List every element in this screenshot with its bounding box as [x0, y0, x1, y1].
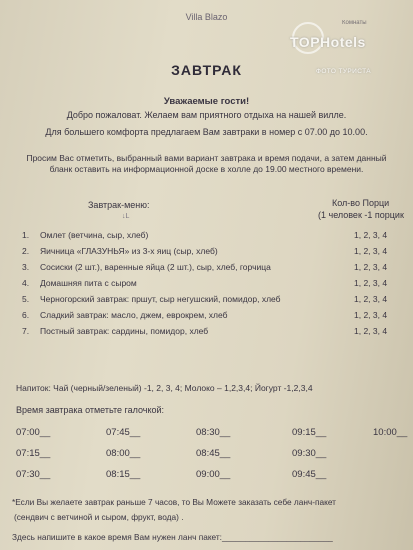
menu-item-quantity[interactable]: 1, 2, 3, 4: [354, 230, 388, 240]
menu-item-text: Домашняя пита с сыром: [40, 278, 137, 288]
menu-item-text: Черногорский завтрак: пршут, сыр негушский, помидор, хлеб: [40, 294, 281, 304]
menu-item-number: 4.: [22, 278, 30, 288]
menu-item-quantity[interactable]: 1, 2, 3, 4: [354, 262, 388, 272]
menu-item-number: 7.: [22, 326, 30, 336]
lunch-note-line-1: *Если Вы желаете завтрак раньше 7 часов, то Вы Можете заказать себе ланч-пакет: [12, 497, 336, 507]
stray-mark: ↓L: [122, 213, 130, 220]
menu-item-text: Яичница «ГЛАЗУНЬЯ» из 3-х яиц (сыр, хлеб): [40, 246, 218, 256]
time-slot[interactable]: 08:15__: [106, 469, 141, 480]
menu-item[interactable]: [22, 246, 218, 256]
time-slot[interactable]: 08:45__: [196, 448, 231, 459]
time-slot[interactable]: 10:00__: [373, 427, 408, 438]
time-prompt: Время завтрака отметьте галочкой:: [16, 405, 165, 415]
tophotels-watermark: [286, 18, 410, 84]
menu-item-number: 1.: [22, 230, 30, 240]
menu-item-quantity[interactable]: 1, 2, 3, 4: [354, 310, 388, 320]
time-slot[interactable]: 07:45__: [106, 427, 141, 438]
lunch-time-field[interactable]: Здесь напишите в какое время Вам нужен ланч пакет:________________________: [12, 532, 333, 542]
menu-item-quantity[interactable]: 1, 2, 3, 4: [354, 294, 388, 304]
time-slot[interactable]: 09:00__: [196, 469, 231, 480]
watermark-fragment: Комнаты: [342, 20, 367, 26]
watermark-tagline: ФОТО ТУРИСТА: [316, 68, 372, 75]
menu-item-quantity[interactable]: 1, 2, 3, 4: [354, 246, 388, 256]
menu-item-number: 5.: [22, 294, 30, 304]
menu-item-number: 6.: [22, 310, 30, 320]
menu-item[interactable]: [22, 230, 148, 240]
time-slot[interactable]: 09:15__: [292, 427, 327, 438]
drinks-options[interactable]: Напиток: Чай (черный/зеленый) -1, 2, 3, 4; Молоко – 1,2,3,4; Йогурт -1,2,3,4: [16, 383, 313, 393]
hotel-name: Villa Blazo: [185, 12, 228, 22]
quantity-header-line-1: Кол-во Порци: [332, 198, 390, 208]
menu-item-text: Сладкий завтрак: масло, джем, еврокрем, хлеб: [40, 310, 228, 320]
time-slot[interactable]: 09:45__: [292, 469, 327, 480]
welcome-text: Добро пожаловат. Желаем вам приятного отдыха на нашей вилле.: [66, 110, 347, 120]
quantity-header-line-2: (1 человек -1 порцик: [318, 210, 404, 220]
service-hours-text: Для большего комфорта предлагаем Вам завтраки в номер с 07.00 до 10.00.: [45, 127, 368, 137]
menu-item-quantity[interactable]: 1, 2, 3, 4: [354, 278, 388, 288]
menu-item[interactable]: [22, 294, 281, 304]
time-slot[interactable]: 08:30__: [196, 427, 231, 438]
form-title: ЗАВТРАК: [171, 62, 242, 78]
greeting: Уважаемые гости!: [163, 96, 250, 107]
menu-item-text: Постный завтрак: сардины, помидор, хлеб: [40, 326, 209, 336]
watermark-brand: TOPHotels: [290, 34, 366, 50]
time-slot[interactable]: 07:30__: [16, 469, 51, 480]
menu-item-number: 2.: [22, 246, 30, 256]
menu-header: Завтрак-меню:: [88, 200, 150, 210]
menu-item[interactable]: [22, 310, 228, 320]
menu-item[interactable]: [22, 262, 271, 272]
menu-item-text: Сосиски (2 шт.), варенные яйца (2 шт.), сыр, хлеб, горчица: [40, 262, 271, 272]
instructions-line-1: Просим Вас отметить, выбранный вами вариант завтрака и время подачи, а затем данный: [26, 153, 387, 163]
lunch-note-line-2: (сендвич с ветчиной и сыром, фрукт, вода) .: [14, 512, 184, 522]
menu-item-text: Омлет (ветчина, сыр, хлеб): [40, 230, 149, 240]
time-slot[interactable]: 09:30__: [292, 448, 327, 459]
instructions-line-2: бланк оставить на информационной доске в холле до 19.00 местного времени.: [49, 164, 364, 174]
time-slot[interactable]: 08:00__: [106, 448, 141, 459]
time-slot[interactable]: 07:00__: [16, 427, 51, 438]
menu-item[interactable]: [22, 326, 208, 336]
time-slot[interactable]: 07:15__: [16, 448, 51, 459]
menu-item[interactable]: [22, 278, 137, 288]
menu-item-number: 3.: [22, 262, 30, 272]
menu-item-quantity[interactable]: 1, 2, 3, 4: [354, 326, 388, 336]
